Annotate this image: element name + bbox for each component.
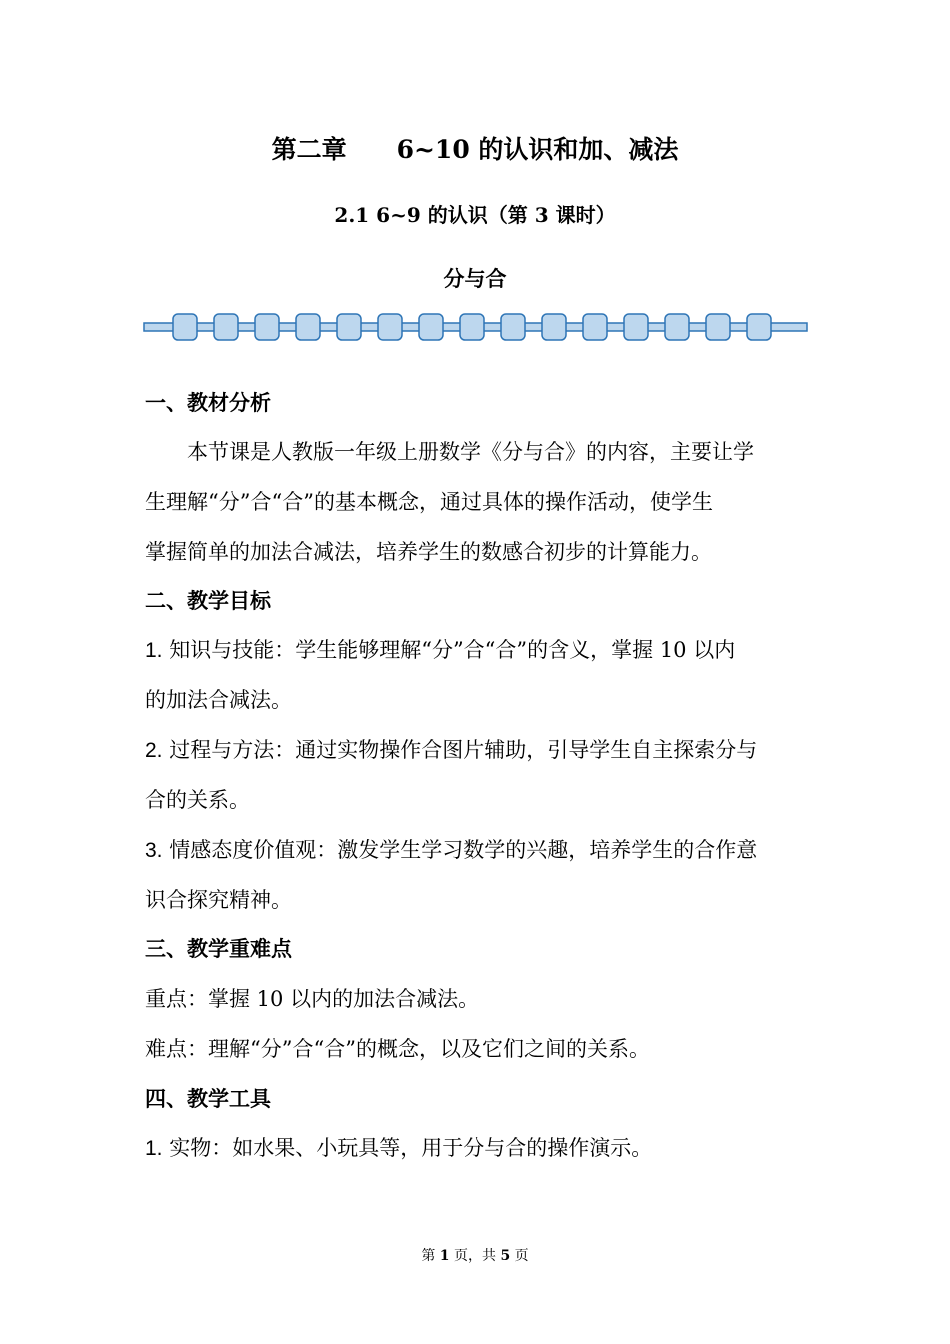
footer-prefix: 第 xyxy=(421,1248,436,1264)
bead xyxy=(665,314,689,340)
bead xyxy=(296,314,320,340)
goal-text: 情感态度价值观：激发学生学习数学的兴趣，培养学生的合作意 xyxy=(169,838,758,862)
list-number: 1. xyxy=(145,1137,163,1160)
bead xyxy=(706,314,730,340)
goal-text: 知识与技能：学生能够理解“分”合“合”的含义，掌握 10 以内 xyxy=(169,638,736,662)
list-number: 1. xyxy=(145,639,163,662)
paragraph-line: 本节课是人教版一年级上册数学《分与合》的内容，主要让学 xyxy=(187,440,754,464)
goal-item-1 xyxy=(145,635,810,666)
total-page-count: 5 xyxy=(500,1248,511,1264)
chapter-label: 第二章 xyxy=(271,135,347,164)
heading-teaching-goals: 二、教学目标 xyxy=(145,588,271,613)
bead xyxy=(337,314,361,340)
tool-item-1 xyxy=(145,1133,810,1164)
footer-middle: 页，共 xyxy=(454,1248,496,1264)
goal-text: 过程与方法：通过实物操作合图片辅助，引导学生自主探索分与 xyxy=(169,738,758,762)
tool-text: 实物：如水果、小玩具等，用于分与合的操作演示。 xyxy=(169,1136,653,1160)
bead xyxy=(378,314,402,340)
bead xyxy=(583,314,607,340)
footer-suffix: 页 xyxy=(514,1248,529,1264)
bead-divider xyxy=(143,312,808,342)
goal-item-2 xyxy=(145,735,810,766)
heading-textbook-analysis: 一、教材分析 xyxy=(145,390,271,415)
difficult-point: 难点：理解“分”合“合”的概念，以及它们之间的关系。 xyxy=(145,1037,650,1061)
bead xyxy=(255,314,279,340)
list-number: 3. xyxy=(145,839,163,862)
section-title: 2.1 6~9 的认识（第 3 课时） xyxy=(334,203,616,227)
bead xyxy=(460,314,484,340)
paragraph-line: 掌握简单的加法合减法，培养学生的数感合初步的计算能力。 xyxy=(145,540,712,564)
key-point: 重点：掌握 10 以内的加法合减法。 xyxy=(145,987,480,1011)
list-number: 2. xyxy=(145,739,163,762)
goal-item-3 xyxy=(145,835,810,866)
heading-key-points: 三、教学重难点 xyxy=(145,936,292,961)
bead xyxy=(173,314,197,340)
bead xyxy=(624,314,648,340)
bead xyxy=(214,314,238,340)
bead xyxy=(419,314,443,340)
bead xyxy=(542,314,566,340)
goal-item-3-cont: 识合探究精神。 xyxy=(145,888,292,912)
heading-teaching-tools: 四、教学工具 xyxy=(145,1086,271,1111)
paragraph-line: 生理解“分”合“合”的基本概念，通过具体的操作活动，使学生 xyxy=(145,490,713,514)
chapter-topic: 6~10 的认识和加、减法 xyxy=(396,135,679,164)
page-footer xyxy=(0,1246,950,1266)
bead xyxy=(501,314,525,340)
chapter-title xyxy=(0,132,950,168)
bead xyxy=(747,314,771,340)
current-page-number: 1 xyxy=(439,1248,450,1264)
goal-item-1-cont: 的加法合减法。 xyxy=(145,688,292,712)
goal-item-2-cont: 合的关系。 xyxy=(145,788,250,812)
lesson-title: 分与合 xyxy=(443,266,507,291)
